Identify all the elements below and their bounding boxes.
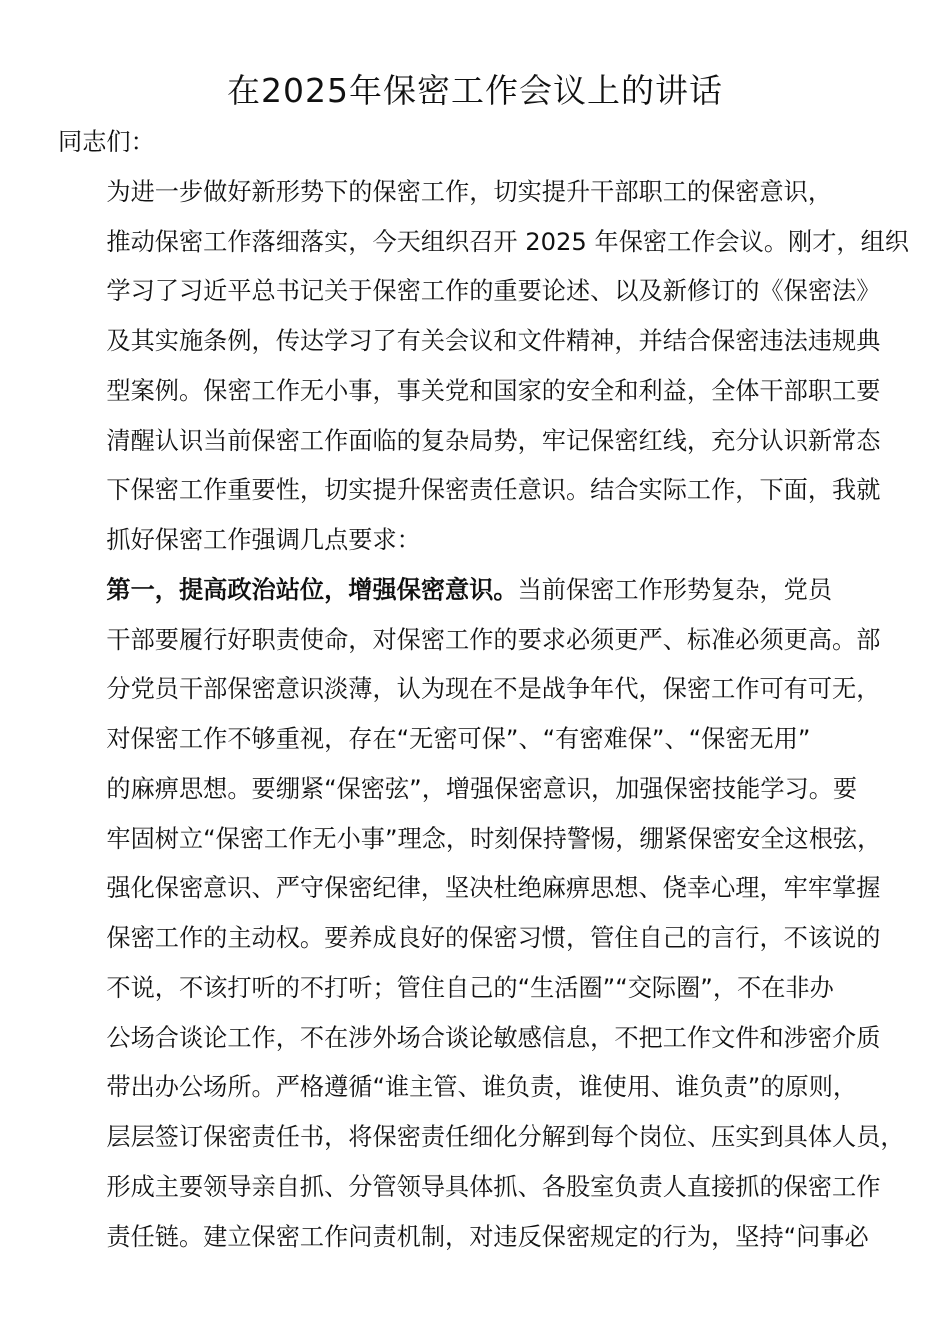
text-line: 清醒认识当前保密工作面临的复杂局势，牢记保密红线，充分认识新常态 (106, 426, 881, 455)
text-line: 型案例。保密工作无小事，事关党和国家的安全和利益，全体干部职工要 (106, 376, 881, 405)
text-line: 责任链。建立保密工作问责机制，对违反保密规定的行为，坚持“问事必 (106, 1222, 869, 1251)
text-line: 强化保密意识、严守保密纪律，坚决杜绝麻痹思想、侥幸心理，牢牢掌握 (106, 874, 881, 903)
text-line (58, 566, 896, 616)
document-title: 在2025年保密工作会议上的讲话 (227, 71, 723, 110)
text-line: 学习了习近平总书记关于保密工作的重要论述、以及新修订的《保密法》 (106, 277, 881, 306)
text-line: 带出办公场所。严格遵循“谁主管、谁负责，谁使用、谁负责”的原则， (106, 1073, 858, 1102)
text-line: 牢固树立“保密工作无小事”理念，时刻保持警惕，绷紧保密安全这根弦， (106, 824, 882, 853)
text-line: 抓好保密工作强调几点要求： (106, 526, 421, 554)
text-line: 干部要履行好职责使命，对保密工作的要求必须更严、标准必须更高。部 (106, 625, 881, 654)
text-line: 下保密工作重要性，切实提升保密责任意识。结合实际工作，下面，我就 (106, 476, 881, 505)
text-line: 不说，不该打听的不打听；管住自己的“生活圈”“交际圈”，不在非办 (106, 973, 834, 1002)
paragraph-intro (58, 168, 909, 566)
text-line: 公场合谈论工作，不在涉外场合谈论敏感信息，不把工作文件和涉密介质 (106, 1023, 881, 1052)
text-line: 推动保密工作落细落实，今天组织召开 2025 年保密工作会议。刚才，组织 (106, 227, 909, 256)
text-line: 及其实施条例，传达学习了有关会议和文件精神，并结合保密违法违规典 (106, 327, 881, 355)
text-line: 为进一步做好新形势下的保密工作，切实提升干部职工的保密意识， (106, 177, 833, 206)
salutation: 同志们： (58, 128, 155, 156)
text-line: 层层签订保密责任书，将保密责任细化分解到每个岗位、压实到具体人员， (106, 1123, 905, 1151)
heading-continuation: 当前保密工作形势复杂，党员 (517, 575, 833, 604)
text-line: 分党员干部保密意识淡薄，认为现在不是战争年代，保密工作可有可无， (106, 675, 881, 704)
paragraph-first-point (58, 566, 905, 1263)
text-line: 形成主要领导亲自抓、分管领导具体抓、各股室负责人直接抓的保密工作 (106, 1172, 881, 1201)
document-body (58, 118, 909, 1262)
text-line: 对保密工作不够重视，存在“无密可保”、“有密难保”、“保密无用” (106, 725, 811, 753)
text-line: 保密工作的主动权。要养成良好的保密习惯，管住自己的言行，不该说的 (106, 924, 881, 952)
text-line: 的麻痹思想。要绷紧“保密弦”，增强保密意识，加强保密技能学习。要 (106, 774, 858, 803)
section-heading: 第一，提高政治站位，增强保密意识。 (106, 575, 518, 604)
